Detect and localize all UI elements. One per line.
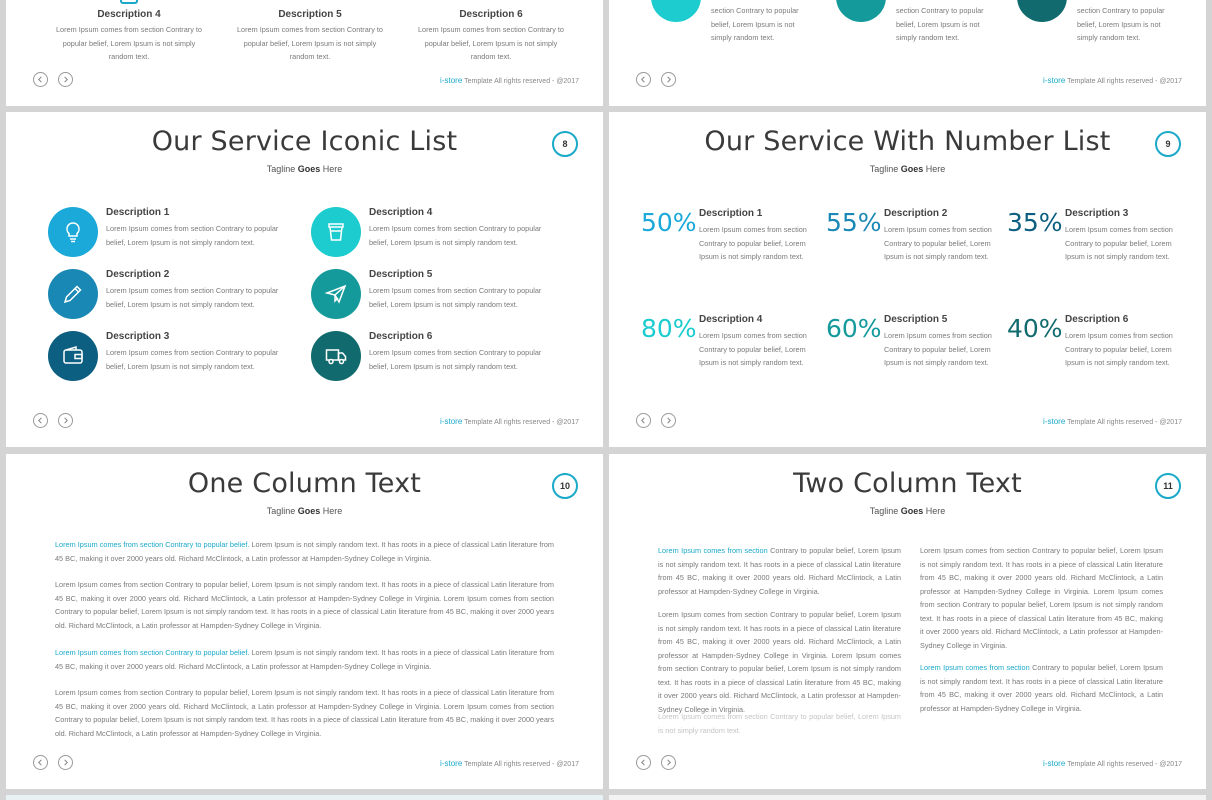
- percentage-value: 60%: [826, 314, 882, 343]
- description-text: Lorem Ipsum comes from section Contrary to popular belief, Lorem Ipsum is not simply random text.: [1065, 225, 1173, 261]
- tagline: Tagline Goes Here: [869, 164, 946, 174]
- page-number: 11: [1155, 473, 1181, 499]
- percentage-value: 40%: [1007, 314, 1063, 343]
- brand-name: i-store: [1043, 759, 1066, 768]
- slide-10-one-column: [6, 454, 603, 789]
- description-title: Description 2: [106, 269, 170, 280]
- description-title: Description 5: [884, 314, 948, 325]
- description-title: Description 6: [369, 331, 433, 342]
- description-text: section Contrary to popular belief, Lorem Ipsum is not simply random text.: [896, 6, 984, 42]
- paragraph: Lorem Ipsum comes from section Contrary to popular belief, Lorem Ipsum is not simply random text. It has roots in a piece of classical Latin literature from 45 BC, making it over 2000 years old. Richard McClintock, a Latin professor at Hampden-Sydney College in Virginia. Lorem Ipsum comes from section Contrary to popular belief, Lorem Ipsum is not simply random text. It has roots in a piece of classical Latin literature from 45 BC, making it over 2000 years old. Richard McClintock, a Latin professor at Hampden-Sydney College in Virginia.: [658, 610, 901, 714]
- footer: [1043, 759, 1182, 768]
- next-arrow-icon[interactable]: [661, 755, 676, 770]
- description-text: section Contrary to popular belief, Lorem Ipsum is not simply random text.: [711, 6, 799, 42]
- number-list-item: [641, 208, 821, 278]
- brand-name: i-store: [440, 76, 463, 85]
- paragraph: Lorem Ipsum comes from section Contrary to popular belief, Lorem Ipsum is not simply random text. It has roots in a piece of classical Latin literature from 45 BC, making it over 2000 years old. Richard McClintock, a Latin professor at Hampden-Sydney College in Virginia.: [920, 663, 1163, 713]
- footer: [440, 76, 579, 85]
- brand-name: i-store: [1043, 76, 1066, 85]
- description-title: Description 5: [278, 9, 342, 20]
- footer: [1043, 417, 1182, 426]
- slide-nav: [33, 755, 73, 770]
- prev-arrow-icon[interactable]: [33, 755, 48, 770]
- paragraph: Lorem Ipsum comes from section Contrary to popular belief. Lorem Ipsum is not simply random text. It has roots in a piece of classical Latin literature from 45 BC, making it over 2000 years old. Richard McClintock, a Latin professor at Hampden-Sydney College in Virginia.: [55, 648, 554, 671]
- description-title: Description 1: [106, 207, 170, 218]
- footer: [1043, 76, 1182, 85]
- next-arrow-icon[interactable]: [661, 72, 676, 87]
- icon-list-item: [311, 207, 556, 259]
- icon-list-item: [48, 207, 293, 259]
- footer-text: Template All rights reserved - @2017: [464, 78, 579, 85]
- description-text: Lorem Ipsum comes from section Contrary to popular belief, Lorem Ipsum is not simply random text.: [884, 225, 992, 261]
- truck-icon: [1017, 0, 1067, 22]
- description-text: Lorem Ipsum comes from section Contrary to popular belief, Lorem Ipsum is not simply random text.: [106, 348, 279, 371]
- percentage-value: 50%: [641, 208, 697, 237]
- brand-name: i-store: [440, 417, 463, 426]
- description-title: Description 3: [106, 331, 170, 342]
- number-list-item: [826, 314, 1006, 384]
- percentage-value: 35%: [1007, 208, 1063, 237]
- paragraph: Lorem Ipsum comes from section Contrary to popular belief, Lorem Ipsum is not simply random text. It has roots in a piece of classical Latin literature from 45 BC, making it over 2000 years old. Richard McClintock, a Latin professor at Hampden-Sydney College in Virginia. Lorem Ipsum comes from section Contrary to popular belief, Lorem Ipsum is not simply random text. It has roots in a piece of classical Latin literature from 45 BC, making it over 2000 years old. Richard McClintock, a Latin professor at Hampden-Sydney College in Virginia.: [920, 546, 1163, 650]
- description-title: Description 3: [1065, 208, 1129, 219]
- slide-nav: [636, 72, 676, 87]
- icon-list-item: [48, 331, 293, 383]
- description-block: [54, 0, 204, 61]
- cup-icon: [311, 207, 361, 257]
- tagline: Tagline Goes Here: [266, 506, 343, 516]
- prev-arrow-icon[interactable]: [636, 72, 651, 87]
- brand-name: i-store: [440, 759, 463, 768]
- page-number: 10: [552, 473, 578, 499]
- slide-title: Two Column Text: [793, 468, 1022, 499]
- footer: [440, 417, 579, 426]
- description-text: Lorem Ipsum comes from section Contrary to popular belief, Lorem Ipsum is not simply random text.: [1065, 331, 1173, 367]
- description-title: Description 2: [884, 208, 948, 219]
- next-arrow-icon[interactable]: [58, 755, 73, 770]
- slide-partial-bottom-left: [6, 795, 603, 800]
- lightbulb-icon: [48, 207, 98, 257]
- slide-nav: [33, 413, 73, 428]
- description-text: Lorem Ipsum comes from section Contrary to popular belief, Lorem Ipsum is not simply random text.: [237, 25, 383, 61]
- next-arrow-icon[interactable]: [661, 413, 676, 428]
- paragraph: Lorem Ipsum comes from section Contrary to popular belief, Lorem Ipsum is not simply random text. It has roots in a piece of classical Latin literature from 45 BC, making it over 2000 years old. Richard McClintock, a Latin professor at Hampden-Sydney College in Virginia.: [658, 546, 901, 596]
- paper-plane-icon: [836, 0, 886, 22]
- footer-text: Template All rights reserved - @2017: [464, 761, 579, 768]
- percentage-value: 80%: [641, 314, 697, 343]
- description-block: [235, 0, 385, 61]
- paper-plane-icon: [311, 269, 361, 319]
- paragraph-faded: Lorem Ipsum comes from section Contrary to popular belief, Lorem Ipsum is not simply random text.: [658, 712, 901, 735]
- percentage-value: 55%: [826, 208, 882, 237]
- icon-list-item: [48, 269, 293, 321]
- slide-9-number-list: [609, 112, 1206, 447]
- description-title: Description 4: [699, 314, 763, 325]
- description-text: section Contrary to popular belief, Lorem Ipsum is not simply random text.: [1077, 6, 1165, 42]
- prev-arrow-icon[interactable]: [33, 72, 48, 87]
- description-title: Description 6: [459, 9, 523, 20]
- number-list-item: [1007, 314, 1187, 384]
- wallet-icon: [48, 331, 98, 381]
- description-text: Lorem Ipsum comes from section Contrary to popular belief, Lorem Ipsum is not simply random text.: [884, 331, 992, 367]
- footer-text: Template All rights reserved - @2017: [1067, 761, 1182, 768]
- description-title: Description 6: [1065, 314, 1129, 325]
- brand-name: i-store: [1043, 417, 1066, 426]
- description-title: Description 4: [369, 207, 433, 218]
- description-block: [416, 0, 566, 61]
- number-list-item: [826, 208, 1006, 278]
- slide-partial-bottom-right: [609, 795, 1206, 800]
- description-text: Lorem Ipsum comes from section Contrary to popular belief, Lorem Ipsum is not simply random text.: [56, 25, 202, 61]
- footer-text: Template All rights reserved - @2017: [1067, 78, 1182, 85]
- cup-icon: [651, 0, 701, 22]
- paragraph: Lorem Ipsum comes from section Contrary to popular belief. Lorem Ipsum is not simply random text. It has roots in a piece of classical Latin literature from 45 BC, making it over 2000 years old. Richard McClintock, a Latin professor at Hampden-Sydney College in Virginia.: [55, 540, 554, 563]
- description-title: Description 5: [369, 269, 433, 280]
- description-text: Lorem Ipsum comes from section Contrary to popular belief, Lorem Ipsum is not simply random text.: [418, 25, 564, 61]
- page-number: 9: [1155, 131, 1181, 157]
- slide-nav: [33, 72, 73, 87]
- cup-icon: [120, 0, 138, 4]
- paragraph: Lorem Ipsum comes from section Contrary to popular belief, Lorem Ipsum is not simply random text. It has roots in a piece of classical Latin literature from 45 BC, making it over 2000 years old. Richard McClintock, a Latin professor at Hampden-Sydney College in Virginia. Lorem Ipsum comes from section Contrary to popular belief, Lorem Ipsum is not simply random text. It has roots in a piece of classical Latin literature from 45 BC, making it over 2000 years old. Richard McClintock, a Latin professor at Hampden-Sydney College in Virginia.: [55, 688, 554, 738]
- footer-text: Template All rights reserved - @2017: [1067, 419, 1182, 426]
- slide-11-two-column: [609, 454, 1206, 789]
- prev-arrow-icon[interactable]: [33, 413, 48, 428]
- slide-nav: [636, 413, 676, 428]
- slide-partial-top-right: [609, 0, 1206, 106]
- tagline: Tagline Goes Here: [266, 164, 343, 174]
- description-text: Lorem Ipsum comes from section Contrary to popular belief, Lorem Ipsum is not simply random text.: [369, 286, 542, 309]
- next-arrow-icon[interactable]: [58, 72, 73, 87]
- footer: [440, 759, 579, 768]
- page-number: 8: [552, 131, 578, 157]
- slide-nav: [636, 755, 676, 770]
- description-text: Lorem Ipsum comes from section Contrary to popular belief, Lorem Ipsum is not simply random text.: [106, 224, 279, 247]
- slide-title: Our Service With Number List: [704, 126, 1111, 157]
- number-list-item: [1007, 208, 1187, 278]
- description-text: Lorem Ipsum comes from section Contrary to popular belief, Lorem Ipsum is not simply random text.: [699, 331, 807, 367]
- prev-arrow-icon[interactable]: [636, 413, 651, 428]
- icon-list-item: [311, 331, 556, 383]
- icon-list-item: [311, 269, 556, 321]
- slide-title: Our Service Iconic List: [151, 126, 458, 157]
- truck-icon: [311, 331, 361, 381]
- description-text: Lorem Ipsum comes from section Contrary to popular belief, Lorem Ipsum is not simply random text.: [699, 225, 807, 261]
- prev-arrow-icon[interactable]: [636, 755, 651, 770]
- description-text: Lorem Ipsum comes from section Contrary to popular belief, Lorem Ipsum is not simply random text.: [369, 224, 542, 247]
- description-text: Lorem Ipsum comes from section Contrary to popular belief, Lorem Ipsum is not simply random text.: [369, 348, 542, 371]
- paragraph: Lorem Ipsum comes from section Contrary to popular belief, Lorem Ipsum is not simply random text. It has roots in a piece of classical Latin literature from 45 BC, making it over 2000 years old. Richard McClintock, a Latin professor at Hampden-Sydney College in Virginia. Lorem Ipsum comes from section Contrary to popular belief, Lorem Ipsum is not simply random text. It has roots in a piece of classical Latin literature from 45 BC, making it over 2000 years old. Richard McClintock, a Latin professor at Hampden-Sydney College in Virginia.: [55, 580, 554, 630]
- slide-8-iconic-list: [6, 112, 603, 447]
- tagline: Tagline Goes Here: [869, 506, 946, 516]
- description-text: Lorem Ipsum comes from section Contrary to popular belief, Lorem Ipsum is not simply random text.: [106, 286, 279, 309]
- number-list-item: [641, 314, 821, 384]
- next-arrow-icon[interactable]: [58, 413, 73, 428]
- footer-text: Template All rights reserved - @2017: [464, 419, 579, 426]
- description-title: Description 1: [699, 208, 763, 219]
- description-title: Description 4: [97, 9, 161, 20]
- pencil-icon: [48, 269, 98, 319]
- slide-partial-top-left: [6, 0, 603, 106]
- slide-title: One Column Text: [187, 468, 422, 499]
